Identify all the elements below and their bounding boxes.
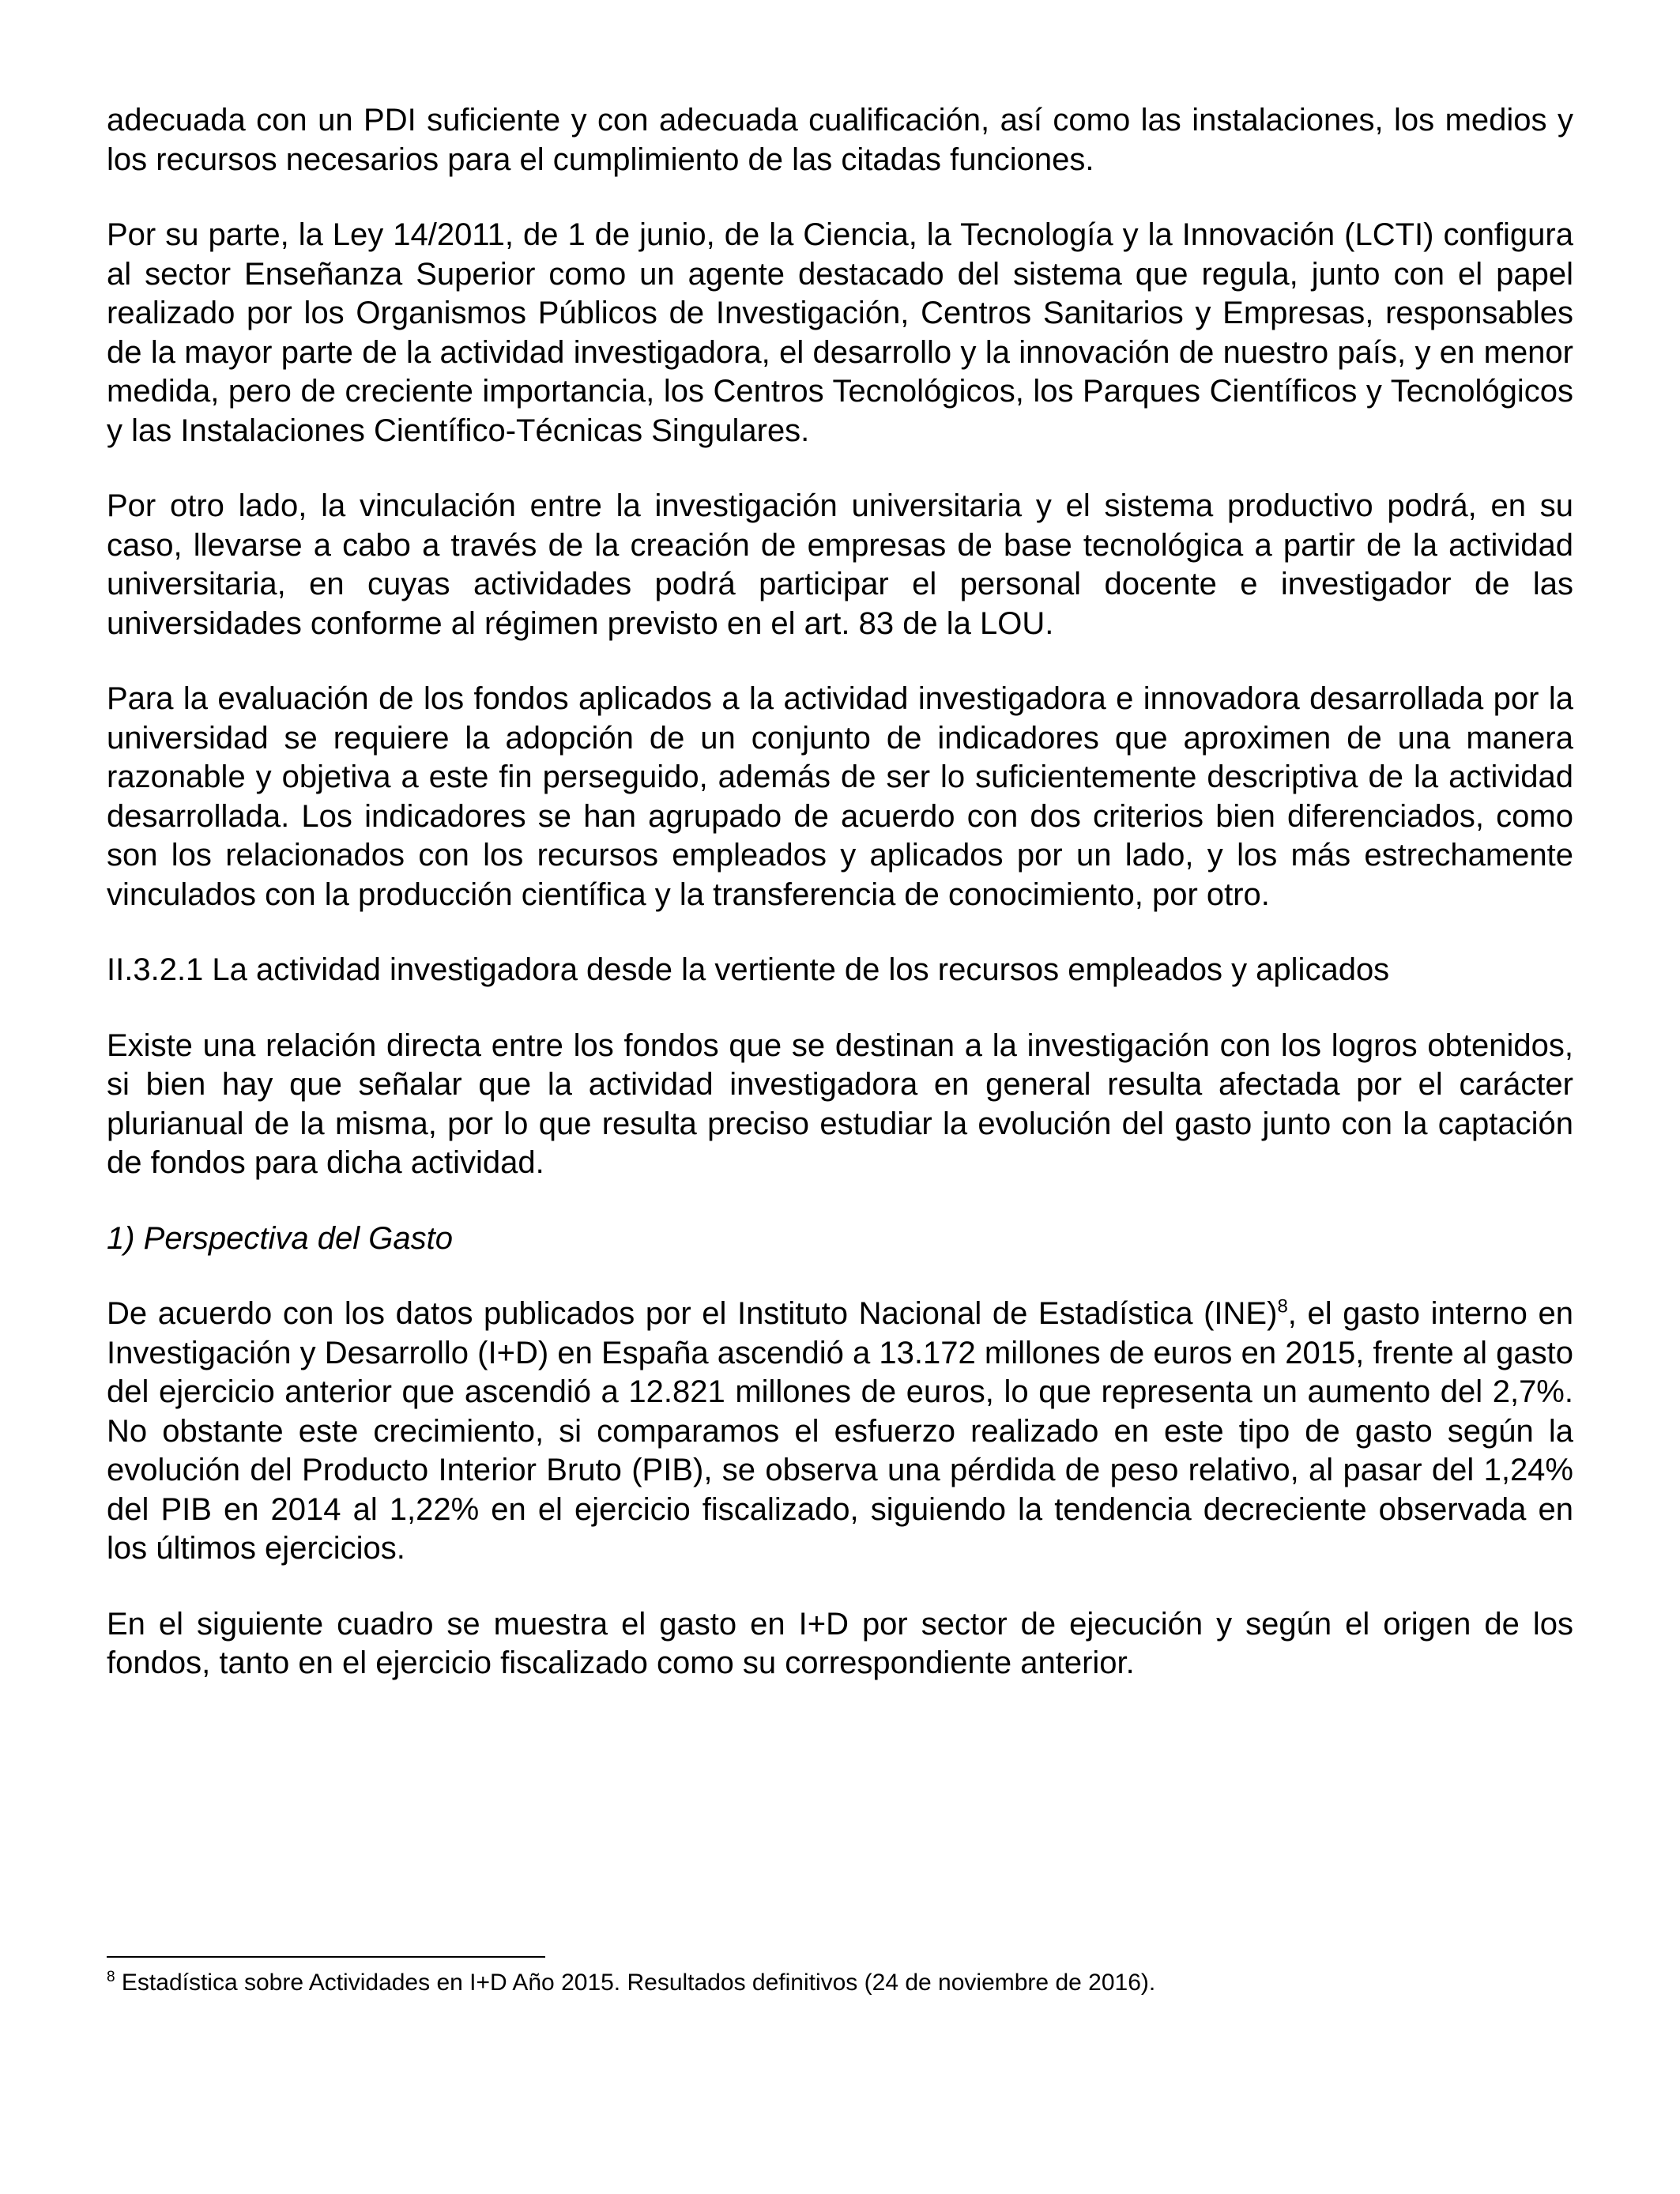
paragraph-lcti: Por su parte, la Ley 14/2011, de 1 de junio, de la Ciencia, la Tecnología y la Innovación (LCTI) configura al sector Enseñanza Superior como un agente destacado del sistema que regula, junto con el papel realizado por los Organismos Públicos de Investigación, Centros Sanitarios y Empresas, responsables de la mayor parte de la actividad investigadora, el desarrollo y la innovación de nuestro país, y en menor medida, pero de creciente importancia, los Centros Tecnológicos, los Parques Científicos y Tecnológicos y las Instalaciones Científico-Técnicas Singulares. (107, 217, 1573, 448)
paragraph-evaluacion: Para la evaluación de los fondos aplicados a la actividad investigadora e innovadora desarrollada por la universidad se requiere la adopción de un conjunto de indicadores que aproximen de una manera razonable y objetiva a este fin perseguido, además de ser lo suficientemente descriptiva de la actividad desarrollada. Los indicadores se han agrupado de acuerdo con dos criterios bien diferenciados, como son los relacionados con los recursos empleados y aplicados por un lado, y los más estrechamente vinculados con la producción científica y la transferencia de conocimiento, por otro. (107, 681, 1573, 912)
footnote-reference[interactable]: 8 (1277, 1295, 1288, 1318)
paragraph-cuadro-intro: En el siguiente cuadro se muestra el gasto en I+D por sector de ejecución y según el origen de los fondos, tanto en el ejercicio fiscalizado como su correspondiente anterior. (107, 1606, 1573, 1680)
section-heading: II.3.2.1 La actividad investigadora desde la vertiente de los recursos empleados y aplicados (107, 952, 1390, 987)
paragraph-relacion-fondos: Existe una relación directa entre los fondos que se destinan a la investigación con los logros obtenidos, si bien hay que señalar que la actividad investigadora en general resulta afectada por el carácter plurianual de la misma, por lo que resulta preciso estudiar la evolución del gasto junto con la captación de fondos para dicha actividad. (107, 1027, 1573, 1180)
footnote-text: Estadística sobre Actividades en I+D Año 2015. Resultados definitivos (24 de noviembre de 2016). (115, 1970, 1156, 1996)
footnote-number: 8 (107, 1969, 115, 1985)
document-body (107, 101, 1573, 1720)
paragraph-continuation: adecuada con un PDI suficiente y con adecuada cualificación, así como las instalaciones, los medios y los recursos necesarios para el cumplimiento de las citadas funciones. (107, 103, 1573, 177)
paragraph-ine-gasto (107, 1295, 1573, 1569)
paragraph-ine-text-start: De acuerdo con los datos publicados por el Instituto Nacional de Estadística (INE) (107, 1296, 1278, 1331)
paragraph-vinculacion: Por otro lado, la vinculación entre la investigación universitaria y el sistema productivo podrá, en su caso, llevarse a cabo a través de la creación de empresas de base tecnológica a partir de la actividad universitaria, en cuyas actividades podrá participar el personal docente e investigador de las universidades conforme al régimen previsto en el art. 83 de la LOU. (107, 488, 1573, 641)
subsection-heading: 1) Perspectiva del Gasto (107, 1220, 453, 1256)
footnote-separator (107, 1956, 545, 1958)
footnote (107, 1968, 1573, 1998)
paragraph-ine-text-end: , el gasto interno en Investigación y Desarrollo (I+D) en España ascendió a 13.172 millones de euros en 2015, frente al gasto del ejercicio anterior que ascendió a 12.821 millones de euros, lo que representa un aumento del 2,7%. No obstante este crecimiento, si comparamos el esfuerzo realizado en este tipo de gasto según la evolución del Producto Interior Bruto (PIB), se observa una pérdida de peso relativo, al pasar del 1,24% del PIB en 2014 al 1,22% en el ejercicio fiscalizado, siguiendo la tendencia decreciente observada en los últimos ejercicios. (107, 1296, 1573, 1566)
